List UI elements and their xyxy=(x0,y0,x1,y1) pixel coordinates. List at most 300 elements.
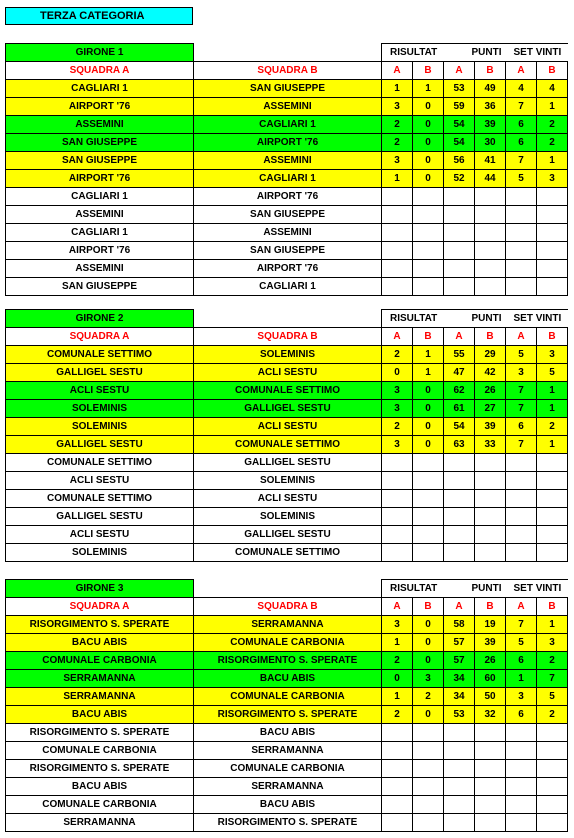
risultato-a xyxy=(382,224,413,242)
team-b: SAN GIUSEPPE xyxy=(194,80,382,98)
punti-a xyxy=(444,526,475,544)
risultato-a: 2 xyxy=(382,116,413,134)
set-a: 7 xyxy=(506,152,537,170)
team-a: AIRPORT '76 xyxy=(6,242,194,260)
set-b xyxy=(537,490,568,508)
col-b-header: B xyxy=(537,598,568,616)
risultato-b xyxy=(413,778,444,796)
girone-name: GIRONE 3 xyxy=(6,580,194,598)
team-a: CAGLIARI 1 xyxy=(6,224,194,242)
set-b: 3 xyxy=(537,170,568,188)
punti-b: 36 xyxy=(475,98,506,116)
set-a xyxy=(506,778,537,796)
risultato-a xyxy=(382,724,413,742)
risultato-b: 0 xyxy=(413,152,444,170)
punti-a xyxy=(444,544,475,562)
risultato-a: 1 xyxy=(382,688,413,706)
risultato-a: 1 xyxy=(382,80,413,98)
risultato-b xyxy=(413,454,444,472)
set-vinti-header: SET VINTI xyxy=(506,580,568,598)
risultato-b xyxy=(413,526,444,544)
punti-b xyxy=(475,508,506,526)
risultato-a xyxy=(382,242,413,260)
set-a: 7 xyxy=(506,382,537,400)
punti-a xyxy=(444,278,475,296)
set-b: 1 xyxy=(537,436,568,454)
team-b: CAGLIARI 1 xyxy=(194,170,382,188)
risultato-a: 0 xyxy=(382,670,413,688)
set-b xyxy=(537,278,568,296)
col-a-header: A xyxy=(506,598,537,616)
set-b: 5 xyxy=(537,688,568,706)
col-a-header: A xyxy=(506,62,537,80)
risultato-b: 0 xyxy=(413,116,444,134)
col-a-header: A xyxy=(382,598,413,616)
team-b: GALLIGEL SESTU xyxy=(194,526,382,544)
set-b: 2 xyxy=(537,418,568,436)
set-a: 6 xyxy=(506,652,537,670)
punti-a: 56 xyxy=(444,152,475,170)
match-row xyxy=(6,778,568,796)
risultato-b xyxy=(413,508,444,526)
team-b: SAN GIUSEPPE xyxy=(194,242,382,260)
punti-b xyxy=(475,188,506,206)
team-a: AIRPORT '76 xyxy=(6,170,194,188)
team-a: COMUNALE CARBONIA xyxy=(6,796,194,814)
col-a-header: A xyxy=(444,598,475,616)
column-header-row xyxy=(6,598,568,616)
match-row xyxy=(6,436,568,454)
risultato-b: 3 xyxy=(413,670,444,688)
punti-b xyxy=(475,526,506,544)
team-a: BACU ABIS xyxy=(6,634,194,652)
set-a: 7 xyxy=(506,436,537,454)
set-b: 1 xyxy=(537,382,568,400)
punti-b: 26 xyxy=(475,382,506,400)
girone-table xyxy=(5,43,568,296)
risultato-a: 2 xyxy=(382,134,413,152)
punti-b xyxy=(475,224,506,242)
risultato-a xyxy=(382,278,413,296)
set-b: 4 xyxy=(537,80,568,98)
punti-b: 30 xyxy=(475,134,506,152)
match-row xyxy=(6,418,568,436)
set-a: 7 xyxy=(506,616,537,634)
punti-b: 27 xyxy=(475,400,506,418)
team-a: GALLIGEL SESTU xyxy=(6,508,194,526)
team-a: SERRAMANNA xyxy=(6,688,194,706)
set-b: 1 xyxy=(537,152,568,170)
team-a: ACLI SESTU xyxy=(6,382,194,400)
team-a: SERRAMANNA xyxy=(6,670,194,688)
punti-a: 54 xyxy=(444,116,475,134)
team-a: RISORGIMENTO S. SPERATE xyxy=(6,760,194,778)
punti-a xyxy=(444,260,475,278)
set-a xyxy=(506,742,537,760)
risultato-b xyxy=(413,224,444,242)
punti-a xyxy=(444,454,475,472)
set-vinti-header: SET VINTI xyxy=(506,44,568,62)
punti-b: 39 xyxy=(475,418,506,436)
team-b: COMUNALE CARBONIA xyxy=(194,760,382,778)
risultato-b: 0 xyxy=(413,634,444,652)
punti-b xyxy=(475,724,506,742)
girone-header-row xyxy=(6,44,568,62)
set-b: 5 xyxy=(537,364,568,382)
punti-a: 58 xyxy=(444,616,475,634)
team-b: CAGLIARI 1 xyxy=(194,116,382,134)
team-b: ACLI SESTU xyxy=(194,364,382,382)
punti-b xyxy=(475,206,506,224)
punti-header: PUNTI xyxy=(444,580,506,598)
team-b: COMUNALE SETTIMO xyxy=(194,382,382,400)
set-b: 2 xyxy=(537,116,568,134)
team-a: AIRPORT '76 xyxy=(6,98,194,116)
punti-b xyxy=(475,242,506,260)
set-b: 2 xyxy=(537,134,568,152)
punti-a: 61 xyxy=(444,400,475,418)
punti-b: 19 xyxy=(475,616,506,634)
team-b: RISORGIMENTO S. SPERATE xyxy=(194,706,382,724)
team-a: GALLIGEL SESTU xyxy=(6,364,194,382)
girone-table xyxy=(5,309,568,562)
risultato-a xyxy=(382,778,413,796)
team-b: AIRPORT '76 xyxy=(194,188,382,206)
set-a xyxy=(506,188,537,206)
spacer xyxy=(194,580,382,598)
punti-b xyxy=(475,454,506,472)
team-a: COMUNALE SETTIMO xyxy=(6,490,194,508)
set-a: 7 xyxy=(506,400,537,418)
punti-a xyxy=(444,742,475,760)
girone-table xyxy=(5,579,568,832)
match-row xyxy=(6,400,568,418)
team-a: ASSEMINI xyxy=(6,260,194,278)
set-b xyxy=(537,260,568,278)
punti-a: 54 xyxy=(444,418,475,436)
spacer xyxy=(194,310,382,328)
punti-a xyxy=(444,224,475,242)
punti-b xyxy=(475,472,506,490)
team-b: RISORGIMENTO S. SPERATE xyxy=(194,652,382,670)
match-row xyxy=(6,508,568,526)
risultato-a xyxy=(382,760,413,778)
punti-a xyxy=(444,472,475,490)
risultato-a xyxy=(382,526,413,544)
set-b xyxy=(537,188,568,206)
col-b-header: B xyxy=(413,598,444,616)
match-row xyxy=(6,188,568,206)
punti-b: 44 xyxy=(475,170,506,188)
match-row xyxy=(6,170,568,188)
set-a xyxy=(506,814,537,832)
risultato-b: 0 xyxy=(413,652,444,670)
set-b: 1 xyxy=(537,98,568,116)
risultato-b xyxy=(413,544,444,562)
set-a: 7 xyxy=(506,98,537,116)
team-b: SOLEMINIS xyxy=(194,346,382,364)
col-b-header: B xyxy=(413,328,444,346)
risultato-b: 0 xyxy=(413,616,444,634)
team-a: ACLI SESTU xyxy=(6,472,194,490)
match-row xyxy=(6,706,568,724)
risultato-b: 0 xyxy=(413,436,444,454)
match-row xyxy=(6,116,568,134)
punti-b: 33 xyxy=(475,436,506,454)
match-row xyxy=(6,760,568,778)
team-b: AIRPORT '76 xyxy=(194,260,382,278)
girone-header-row xyxy=(6,310,568,328)
match-row xyxy=(6,670,568,688)
team-b: SOLEMINIS xyxy=(194,472,382,490)
risultato-b: 1 xyxy=(413,80,444,98)
set-b xyxy=(537,472,568,490)
set-b xyxy=(537,224,568,242)
punti-b: 41 xyxy=(475,152,506,170)
match-row xyxy=(6,472,568,490)
page-title: TERZA CATEGORIA xyxy=(5,7,193,25)
risultato-b: 2 xyxy=(413,688,444,706)
match-row xyxy=(6,454,568,472)
squadra-b-header: SQUADRA B xyxy=(194,328,382,346)
match-row xyxy=(6,98,568,116)
risultato-b: 1 xyxy=(413,346,444,364)
match-row xyxy=(6,796,568,814)
team-a: SOLEMINIS xyxy=(6,400,194,418)
set-a xyxy=(506,490,537,508)
risultato-b xyxy=(413,188,444,206)
risultato-b xyxy=(413,742,444,760)
punti-b xyxy=(475,778,506,796)
punti-b xyxy=(475,260,506,278)
match-row xyxy=(6,526,568,544)
punti-header: PUNTI xyxy=(444,310,506,328)
punti-a: 63 xyxy=(444,436,475,454)
punti-header: PUNTI xyxy=(444,44,506,62)
girone-header-row xyxy=(6,580,568,598)
punti-a: 52 xyxy=(444,170,475,188)
punti-b xyxy=(475,278,506,296)
risultato-a: 3 xyxy=(382,616,413,634)
set-a xyxy=(506,472,537,490)
risultato-header: RISULTAT xyxy=(382,44,444,62)
risultato-a xyxy=(382,490,413,508)
set-b: 1 xyxy=(537,400,568,418)
set-a: 4 xyxy=(506,80,537,98)
risultato-a xyxy=(382,454,413,472)
punti-b: 50 xyxy=(475,688,506,706)
risultato-b: 1 xyxy=(413,364,444,382)
set-a: 5 xyxy=(506,170,537,188)
risultato-b xyxy=(413,260,444,278)
risultato-b xyxy=(413,242,444,260)
match-row xyxy=(6,364,568,382)
set-a xyxy=(506,278,537,296)
set-b: 3 xyxy=(537,634,568,652)
team-b: ASSEMINI xyxy=(194,224,382,242)
risultato-b xyxy=(413,760,444,778)
team-a: CAGLIARI 1 xyxy=(6,80,194,98)
girone-name: GIRONE 1 xyxy=(6,44,194,62)
risultato-header: RISULTAT xyxy=(382,310,444,328)
set-a: 5 xyxy=(506,634,537,652)
set-a xyxy=(506,454,537,472)
set-a: 5 xyxy=(506,346,537,364)
match-row xyxy=(6,242,568,260)
set-a xyxy=(506,760,537,778)
punti-b: 42 xyxy=(475,364,506,382)
team-a: COMUNALE SETTIMO xyxy=(6,454,194,472)
punti-a: 53 xyxy=(444,706,475,724)
set-a: 1 xyxy=(506,670,537,688)
match-row xyxy=(6,490,568,508)
punti-a xyxy=(444,760,475,778)
risultato-a: 0 xyxy=(382,364,413,382)
column-header-row xyxy=(6,328,568,346)
col-a-header: A xyxy=(444,62,475,80)
team-a: GALLIGEL SESTU xyxy=(6,436,194,454)
risultato-b xyxy=(413,278,444,296)
risultato-b xyxy=(413,724,444,742)
set-a xyxy=(506,260,537,278)
set-b xyxy=(537,526,568,544)
risultato-b xyxy=(413,490,444,508)
risultato-a: 2 xyxy=(382,652,413,670)
punti-a xyxy=(444,796,475,814)
match-row xyxy=(6,544,568,562)
match-row xyxy=(6,742,568,760)
punti-b: 39 xyxy=(475,634,506,652)
risultato-a xyxy=(382,814,413,832)
team-a: RISORGIMENTO S. SPERATE xyxy=(6,724,194,742)
match-row xyxy=(6,724,568,742)
set-a: 6 xyxy=(506,418,537,436)
punti-a: 57 xyxy=(444,652,475,670)
team-a: SAN GIUSEPPE xyxy=(6,152,194,170)
risultato-a: 2 xyxy=(382,706,413,724)
punti-b xyxy=(475,760,506,778)
risultato-a: 3 xyxy=(382,400,413,418)
risultato-a: 3 xyxy=(382,436,413,454)
risultato-b: 0 xyxy=(413,134,444,152)
set-b xyxy=(537,760,568,778)
squadra-b-header: SQUADRA B xyxy=(194,598,382,616)
team-b: SERRAMANNA xyxy=(194,742,382,760)
set-b xyxy=(537,508,568,526)
punti-b: 26 xyxy=(475,652,506,670)
set-b xyxy=(537,796,568,814)
team-b: AIRPORT '76 xyxy=(194,134,382,152)
squadra-b-header: SQUADRA B xyxy=(194,62,382,80)
match-row xyxy=(6,206,568,224)
team-a: ASSEMINI xyxy=(6,206,194,224)
set-b xyxy=(537,206,568,224)
risultato-a xyxy=(382,508,413,526)
punti-b: 32 xyxy=(475,706,506,724)
risultato-b: 0 xyxy=(413,170,444,188)
set-a: 3 xyxy=(506,688,537,706)
set-b xyxy=(537,814,568,832)
risultato-a xyxy=(382,472,413,490)
punti-a: 54 xyxy=(444,134,475,152)
team-b: GALLIGEL SESTU xyxy=(194,400,382,418)
punti-b xyxy=(475,490,506,508)
match-row xyxy=(6,224,568,242)
team-b: COMUNALE SETTIMO xyxy=(194,544,382,562)
match-row xyxy=(6,382,568,400)
risultato-b xyxy=(413,206,444,224)
punti-a: 59 xyxy=(444,98,475,116)
team-b: COMUNALE CARBONIA xyxy=(194,688,382,706)
team-a: BACU ABIS xyxy=(6,778,194,796)
team-a: COMUNALE CARBONIA xyxy=(6,742,194,760)
col-b-header: B xyxy=(475,62,506,80)
match-row xyxy=(6,260,568,278)
punti-a xyxy=(444,206,475,224)
risultato-a: 3 xyxy=(382,382,413,400)
set-vinti-header: SET VINTI xyxy=(506,310,568,328)
set-a xyxy=(506,206,537,224)
match-row xyxy=(6,814,568,832)
team-b: GALLIGEL SESTU xyxy=(194,454,382,472)
match-row xyxy=(6,134,568,152)
team-b: SERRAMANNA xyxy=(194,616,382,634)
team-b: BACU ABIS xyxy=(194,796,382,814)
col-a-header: A xyxy=(506,328,537,346)
set-b xyxy=(537,778,568,796)
col-b-header: B xyxy=(537,328,568,346)
team-b: COMUNALE SETTIMO xyxy=(194,436,382,454)
punti-a: 57 xyxy=(444,634,475,652)
match-row xyxy=(6,634,568,652)
team-a: SOLEMINIS xyxy=(6,544,194,562)
team-a: COMUNALE SETTIMO xyxy=(6,346,194,364)
team-b: SOLEMINIS xyxy=(194,508,382,526)
risultato-b xyxy=(413,472,444,490)
col-b-header: B xyxy=(413,62,444,80)
col-a-header: A xyxy=(444,328,475,346)
team-a: ASSEMINI xyxy=(6,116,194,134)
set-b: 7 xyxy=(537,670,568,688)
set-b: 3 xyxy=(537,346,568,364)
team-b: ACLI SESTU xyxy=(194,418,382,436)
risultato-b: 0 xyxy=(413,418,444,436)
team-b: ASSEMINI xyxy=(194,98,382,116)
col-b-header: B xyxy=(537,62,568,80)
match-row xyxy=(6,278,568,296)
risultato-header: RISULTAT xyxy=(382,580,444,598)
match-row xyxy=(6,652,568,670)
set-a xyxy=(506,224,537,242)
team-a: SERRAMANNA xyxy=(6,814,194,832)
set-a: 6 xyxy=(506,706,537,724)
match-row xyxy=(6,152,568,170)
team-a: BACU ABIS xyxy=(6,706,194,724)
punti-a xyxy=(444,490,475,508)
set-b: 2 xyxy=(537,706,568,724)
set-b xyxy=(537,724,568,742)
punti-b xyxy=(475,796,506,814)
col-a-header: A xyxy=(382,328,413,346)
set-b: 2 xyxy=(537,652,568,670)
risultato-a: 2 xyxy=(382,418,413,436)
team-a: ACLI SESTU xyxy=(6,526,194,544)
squadra-a-header: SQUADRA A xyxy=(6,328,194,346)
punti-a xyxy=(444,778,475,796)
set-a xyxy=(506,526,537,544)
match-row xyxy=(6,80,568,98)
punti-b xyxy=(475,544,506,562)
